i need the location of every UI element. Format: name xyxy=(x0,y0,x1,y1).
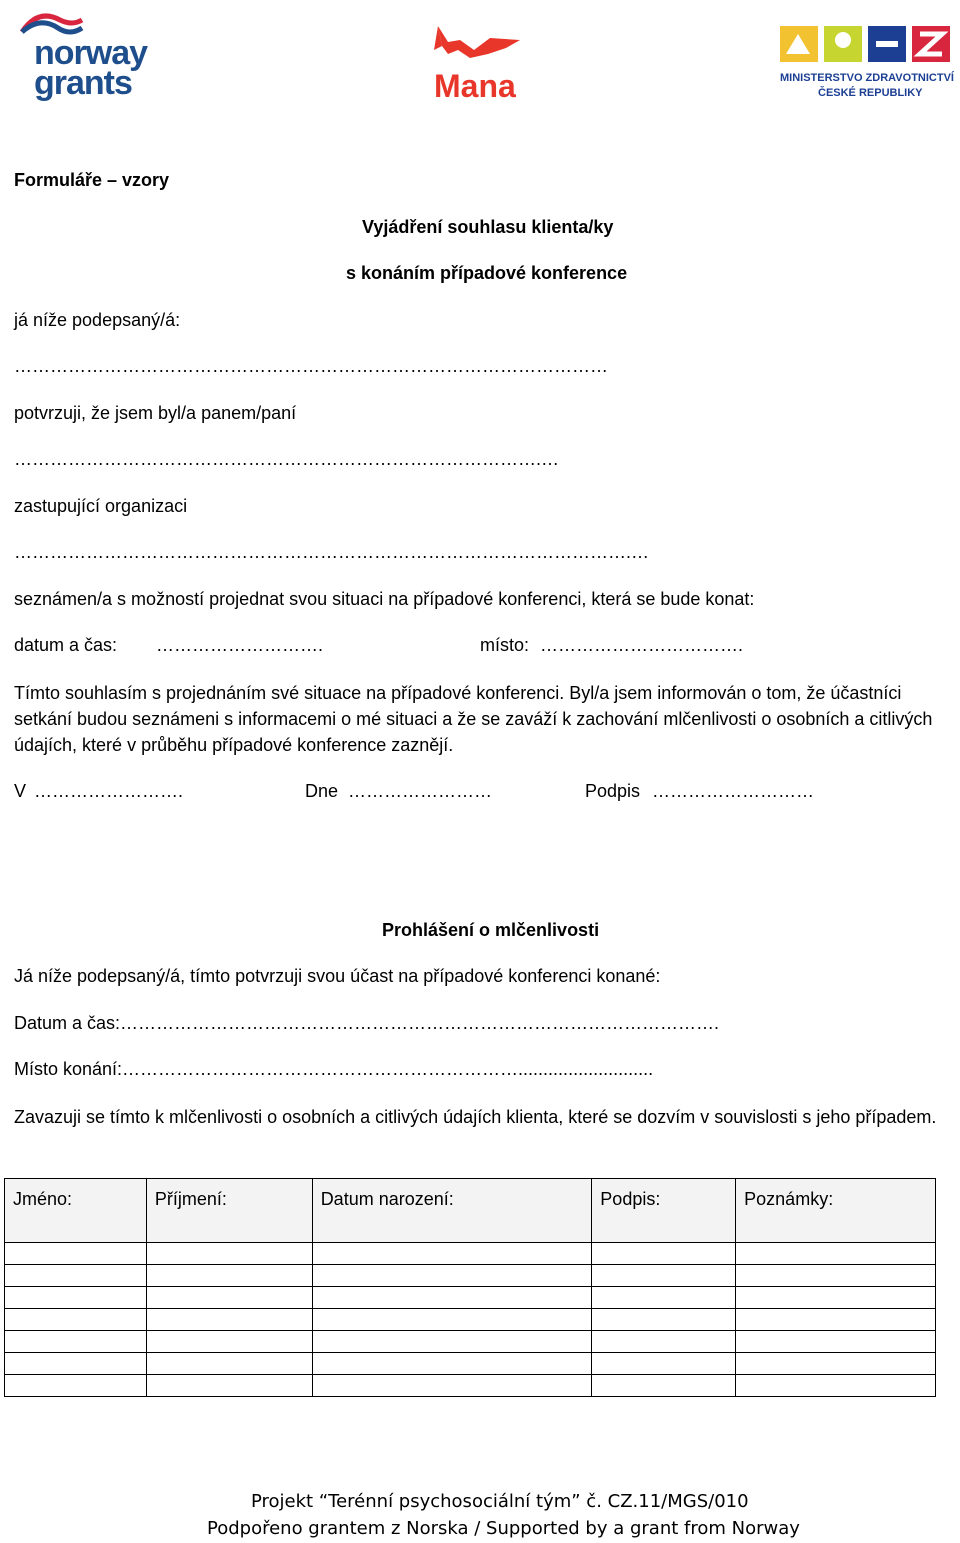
header-prijmeni: Příjmení: xyxy=(146,1179,312,1243)
table-cell[interactable] xyxy=(312,1243,592,1265)
table-cell[interactable] xyxy=(5,1309,147,1331)
table-cell[interactable] xyxy=(312,1287,592,1309)
table-cell[interactable] xyxy=(312,1353,592,1375)
organization-fill-line[interactable]: ………………………………………………………………………………………….… xyxy=(14,542,650,562)
table-cell[interactable] xyxy=(146,1287,312,1309)
table-cell[interactable] xyxy=(592,1243,736,1265)
table-cell[interactable] xyxy=(592,1287,736,1309)
confidentiality-intro: Já níže podepsaný/á, tímto potvrzuji svou účast na případové konferenci konané: xyxy=(14,966,661,986)
datetime-fill-line[interactable]: ………………………. xyxy=(156,635,324,655)
table-row[interactable] xyxy=(5,1265,936,1287)
meeting-date-line[interactable]: Datum a čas:………………………………………………………………………………………. xyxy=(14,1013,720,1033)
footer-grant-line: Podpořeno grantem z Norska / Supported by a grant from Norway xyxy=(207,1518,800,1539)
ministry-of-health-logo xyxy=(778,22,954,102)
table-row[interactable] xyxy=(5,1353,936,1375)
table-cell[interactable] xyxy=(592,1265,736,1287)
table-cell[interactable] xyxy=(5,1287,147,1309)
table-cell[interactable] xyxy=(312,1309,592,1331)
consent-paragraph: Tímto souhlasím s projednáním své situace na případové konferenci. Byl/a jsem informován o tom, že účastníci setkání budou seznámeni s informacemi o mé situaci a že se zaváží k zachování mlčenlivosti o osobních a citlivých údajích, které v průběhu případové konference zaznějí. xyxy=(14,683,933,755)
table-cell[interactable] xyxy=(5,1353,147,1375)
confidentiality-paragraph: Zavazuji se tímto k mlčenlivosti o osobních a citlivých údajích klienta, které se dozvím v souvislosti s jeho případem. xyxy=(14,1107,937,1127)
confidentiality-title: Prohlášení o mlčenlivosti xyxy=(382,920,600,940)
table-cell[interactable] xyxy=(736,1243,936,1265)
table-cell[interactable] xyxy=(736,1287,936,1309)
norway-grants-logo xyxy=(18,6,168,106)
grants-word: grants xyxy=(34,64,132,102)
table-row[interactable] xyxy=(5,1287,936,1309)
table-cell[interactable] xyxy=(146,1375,312,1397)
worker-fill-line[interactable]: …………………………………………………………………………….… xyxy=(14,449,560,469)
norway-word: norway xyxy=(34,34,148,72)
table-cell[interactable] xyxy=(736,1353,936,1375)
table-cell[interactable] xyxy=(5,1331,147,1353)
podpis-fill-line[interactable]: ……………………… xyxy=(652,781,814,801)
v-label: V xyxy=(14,781,27,801)
footer-project-line: Projekt “Terénní psychosociální tým” č. CZ.11/MGS/010 xyxy=(251,1491,749,1512)
table-cell[interactable] xyxy=(5,1265,147,1287)
organization-label: zastupující organizaci xyxy=(14,496,188,516)
table-cell[interactable] xyxy=(312,1265,592,1287)
consent-title-line2: s konáním případové konference xyxy=(346,263,628,283)
table-cell[interactable] xyxy=(5,1375,147,1397)
ministry-emblem-icon xyxy=(778,22,954,66)
header-poznamky: Poznámky: xyxy=(736,1179,936,1243)
fox-icon xyxy=(430,20,540,70)
undersigned-label: já níže podepsaný/á: xyxy=(14,310,181,330)
signature-table xyxy=(4,1178,936,1397)
ministry-line1: MINISTERSTVO ZDRAVOTNICTVÍ xyxy=(780,72,954,84)
consent-title-line1: Vyjádření souhlasu klienta/ky xyxy=(362,217,614,237)
table-row[interactable] xyxy=(5,1309,936,1331)
name-fill-line[interactable]: ……………………………………………………………………………………… xyxy=(14,356,608,376)
header-datum-narozeni: Datum narození: xyxy=(312,1179,592,1243)
section-heading: Formuláře – vzory xyxy=(14,170,170,190)
podpis-label: Podpis xyxy=(585,781,641,801)
v-fill-line[interactable]: ……………………. xyxy=(34,781,184,801)
table-row[interactable] xyxy=(5,1243,936,1265)
mana-logo xyxy=(430,20,540,106)
signature-table-header xyxy=(5,1179,936,1243)
meeting-place-line[interactable]: Místo konání:…………………………………………………………........................... xyxy=(14,1059,654,1079)
table-cell[interactable] xyxy=(146,1265,312,1287)
table-cell[interactable] xyxy=(592,1375,736,1397)
header-podpis: Podpis: xyxy=(592,1179,736,1243)
table-cell[interactable] xyxy=(146,1353,312,1375)
table-cell[interactable] xyxy=(736,1331,936,1353)
ministry-line2: ČESKÉ REPUBLIKY xyxy=(818,87,923,99)
table-row[interactable] xyxy=(5,1375,936,1397)
table-cell[interactable] xyxy=(592,1353,736,1375)
header-jmeno: Jméno: xyxy=(5,1179,147,1243)
informed-statement: seznámen/a s možností projednat svou situaci na případové konferenci, která se bude konat: xyxy=(14,589,755,609)
place-fill-line[interactable]: ……………………………. xyxy=(540,635,744,655)
table-cell[interactable] xyxy=(146,1331,312,1353)
table-cell[interactable] xyxy=(5,1243,147,1265)
table-cell[interactable] xyxy=(592,1309,736,1331)
confirm-label: potvrzuji, že jsem byl/a panem/paní xyxy=(14,403,297,423)
table-row[interactable] xyxy=(5,1331,936,1353)
table-cell[interactable] xyxy=(736,1265,936,1287)
dne-fill-line[interactable]: …………………… xyxy=(348,781,492,801)
table-cell[interactable] xyxy=(736,1309,936,1331)
mana-word: Mana xyxy=(434,68,516,104)
table-cell[interactable] xyxy=(736,1375,936,1397)
table-cell[interactable] xyxy=(146,1309,312,1331)
table-cell[interactable] xyxy=(312,1375,592,1397)
table-cell[interactable] xyxy=(592,1331,736,1353)
datetime-label: datum a čas: xyxy=(14,635,118,655)
dne-label: Dne xyxy=(305,781,339,801)
table-cell[interactable] xyxy=(146,1243,312,1265)
place-label: místo: xyxy=(480,635,530,655)
table-cell[interactable] xyxy=(312,1331,592,1353)
